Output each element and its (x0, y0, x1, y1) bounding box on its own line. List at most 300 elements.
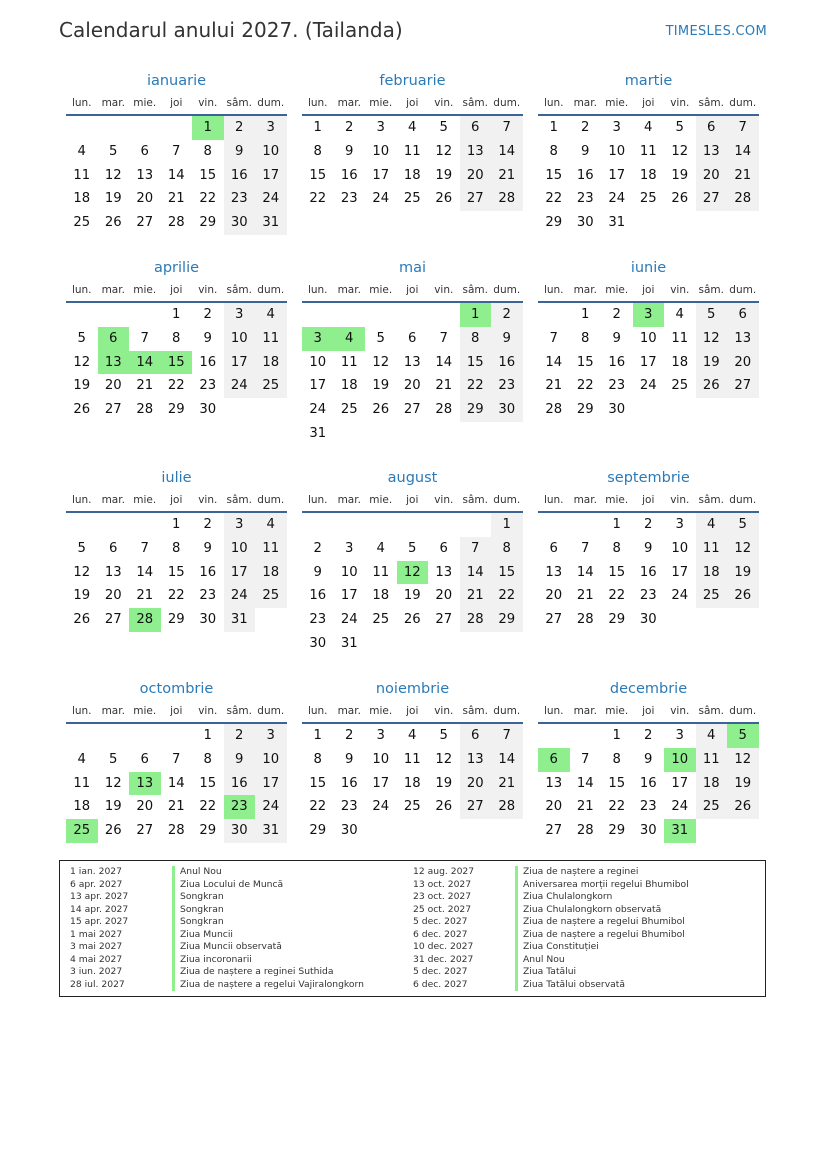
week-row (66, 164, 287, 188)
day-cell: 2 (224, 724, 256, 748)
holiday-row (70, 954, 364, 967)
weekday-label: joi (642, 705, 655, 717)
week-row (302, 351, 523, 375)
brand-link[interactable]: TIMESLES.COM (665, 24, 767, 39)
weekday-label: mar. (573, 705, 597, 717)
day-cell: 24 (608, 191, 626, 207)
week-row (538, 608, 759, 632)
weekday-label: joi (406, 705, 419, 717)
weekday-label: mie. (369, 705, 393, 717)
day-cell: 21 (576, 588, 594, 604)
day-cell: 10 (224, 537, 256, 561)
holiday-date: 6 dec. 2027 (413, 928, 468, 940)
day-cell: 20 (435, 588, 453, 604)
day-cell: 5 (77, 330, 86, 346)
day-cell: 16 (491, 351, 523, 375)
day-cell: 11 (639, 143, 657, 159)
day-cell: 8 (612, 540, 621, 556)
month-ianuarie (66, 70, 287, 235)
weekday-label: mar. (101, 705, 125, 717)
day-cell: 2 (345, 120, 354, 135)
weekday-header (302, 92, 523, 116)
week-row (538, 398, 759, 422)
day-cell: 1 (581, 307, 590, 322)
weekday-label: vin. (434, 284, 454, 296)
day-cell: 19 (73, 378, 91, 394)
day-cell: 23 (639, 588, 657, 604)
holiday-date: 15 apr. 2027 (70, 916, 129, 927)
holiday-row (413, 954, 689, 967)
day-cell: 22 (608, 799, 626, 815)
day-cell: 11 (403, 143, 421, 159)
day-cell: 19 (372, 378, 390, 394)
holiday-row (70, 941, 364, 954)
empty-day (428, 303, 460, 327)
day-cell: 20 (136, 799, 154, 815)
day-cell: 12 (435, 143, 453, 159)
holiday-name: Ziua Muncii observată (172, 941, 282, 954)
holiday-row (413, 866, 689, 879)
weekday-label: joi (406, 284, 419, 296)
day-cell: 12 (104, 167, 122, 183)
day-cell: 29 (309, 823, 327, 839)
holiday-row (413, 941, 689, 954)
day-cell: 9 (345, 143, 354, 159)
month-name: octombrie (139, 681, 214, 697)
day-cell: 24 (671, 588, 689, 604)
week-row (302, 513, 523, 537)
day-cell: 17 (224, 561, 256, 585)
holiday-date: 23 oct. 2027 (413, 891, 472, 902)
day-cell: 13 (460, 748, 492, 772)
weekday-header (302, 700, 523, 724)
weekday-label: mar. (337, 284, 361, 296)
day-cell: 7 (727, 116, 759, 140)
day-cell: 16 (340, 167, 358, 183)
day-cell: 1 (549, 120, 558, 135)
weekday-label: vin. (434, 97, 454, 109)
week-row (66, 608, 287, 632)
day-cell: 12 (104, 775, 122, 791)
day-cell: 10 (340, 564, 358, 580)
day-cell: 15 (608, 775, 626, 791)
holiday-name: Ziua Tatălui (515, 966, 576, 979)
day-cell: 19 (671, 167, 689, 183)
day-cell: 28 (576, 612, 594, 628)
day-cell: 29 (491, 608, 523, 632)
day-cell: 7 (140, 540, 149, 556)
holiday-date: 14 apr. 2027 (70, 903, 129, 915)
day-cell: 30 (639, 612, 657, 628)
day-cell: 28 (545, 402, 563, 418)
weekday-label: joi (642, 284, 655, 296)
day-cell: 25 (403, 191, 421, 207)
weekday-label: mie. (369, 97, 393, 109)
day-cell: 29 (460, 398, 492, 422)
day-cell: 8 (612, 751, 621, 767)
day-cell: 12 (727, 537, 759, 561)
holiday-date: 31 dec. 2027 (413, 953, 474, 965)
day-cell: 6 (696, 116, 728, 140)
day-cell: 14 (576, 564, 594, 580)
empty-day (570, 513, 602, 537)
day-cell: 23 (340, 191, 358, 207)
week-row (66, 140, 287, 164)
weekday-label: sâm. (462, 284, 488, 296)
weekday-label: lun. (71, 97, 92, 109)
day-cell: 14 (435, 354, 453, 370)
day-cell: 25 (639, 191, 657, 207)
day-cell: 4 (696, 724, 728, 748)
weekday-header (66, 92, 287, 116)
day-cell: 30 (340, 823, 358, 839)
month-decembrie (538, 678, 759, 843)
day-cell: 28 (491, 187, 523, 211)
day-cell: 23 (608, 378, 626, 394)
day-cell: 24 (671, 799, 689, 815)
holiday-name: Songkran (172, 916, 224, 929)
week-row (302, 116, 523, 140)
week-row (538, 327, 759, 351)
weekday-label: vin. (434, 494, 454, 506)
month-name: ianuarie (146, 73, 207, 89)
empty-day (66, 303, 98, 327)
day-cell: 13 (696, 140, 728, 164)
day-cell: 4 (644, 120, 653, 135)
holiday-day-cell: 15 (161, 351, 193, 375)
week-row (302, 374, 523, 398)
holiday-date: 3 mai 2027 (70, 941, 123, 952)
day-cell: 22 (199, 799, 217, 815)
day-cell: 19 (727, 772, 759, 796)
day-cell: 29 (199, 215, 217, 231)
day-cell: 19 (435, 775, 453, 791)
day-cell: 12 (372, 354, 390, 370)
day-cell: 13 (460, 140, 492, 164)
holiday-day-cell: 4 (334, 327, 366, 351)
holiday-name: Songkran (172, 904, 224, 917)
holiday-row (70, 891, 364, 904)
day-cell: 1 (313, 728, 322, 743)
holiday-day-cell: 1 (192, 116, 224, 140)
day-cell: 21 (136, 588, 154, 604)
weekday-label: mie. (605, 97, 629, 109)
weekday-label: mie. (605, 705, 629, 717)
weekday-label: sâm. (698, 97, 724, 109)
holiday-date: 1 ian. 2027 (70, 866, 122, 877)
day-cell: 9 (581, 143, 590, 159)
day-cell: 10 (309, 354, 327, 370)
day-cell: 15 (491, 561, 523, 585)
month-octombrie (66, 678, 287, 843)
day-cell: 7 (549, 330, 558, 346)
day-cell: 2 (203, 517, 212, 532)
day-cell: 5 (109, 143, 118, 159)
weekday-label: mie. (133, 705, 157, 717)
day-cell: 14 (136, 564, 154, 580)
day-cell: 19 (73, 588, 91, 604)
day-cell: 24 (224, 374, 256, 398)
weekday-label: mie. (133, 97, 157, 109)
day-cell: 14 (545, 354, 563, 370)
weekday-header (538, 489, 759, 513)
day-cell: 24 (309, 402, 327, 418)
day-cell: 9 (644, 540, 653, 556)
weekday-label: mie. (133, 494, 157, 506)
day-cell: 4 (77, 751, 86, 767)
weekday-label: dum. (493, 494, 521, 506)
day-cell: 21 (167, 191, 185, 207)
week-row (538, 140, 759, 164)
holiday-day-cell: 10 (664, 748, 696, 772)
weekday-label: dum. (257, 494, 285, 506)
week-row (302, 608, 523, 632)
weekday-label: joi (406, 494, 419, 506)
day-cell: 30 (639, 823, 657, 839)
weekday-label: sâm. (462, 97, 488, 109)
day-cell: 23 (491, 374, 523, 398)
weekday-label: vin. (198, 494, 218, 506)
day-cell: 10 (372, 143, 390, 159)
day-cell: 11 (696, 748, 728, 772)
holiday-row (70, 904, 364, 917)
empty-day (129, 724, 161, 748)
day-cell: 28 (435, 402, 453, 418)
month-name: martie (624, 73, 673, 89)
holiday-day-cell: 5 (727, 724, 759, 748)
day-cell: 11 (340, 354, 358, 370)
day-cell: 21 (545, 378, 563, 394)
holiday-date: 10 dec. 2027 (413, 941, 474, 952)
day-cell: 27 (104, 402, 122, 418)
month-februarie (302, 70, 523, 211)
day-cell: 30 (309, 635, 327, 651)
day-cell: 18 (696, 772, 728, 796)
month-name: septembrie (607, 470, 690, 486)
day-cell: 26 (403, 612, 421, 628)
weekday-label: sâm. (462, 705, 488, 717)
week-row (302, 537, 523, 561)
weekday-label: lun. (543, 284, 564, 296)
day-cell: 26 (104, 823, 122, 839)
day-cell: 13 (545, 775, 563, 791)
weekday-label: mar. (337, 494, 361, 506)
weekday-label: lun. (543, 494, 564, 506)
day-cell: 31 (255, 819, 287, 843)
empty-day (538, 724, 570, 748)
day-cell: 3 (255, 724, 287, 748)
holiday-name: Ziua de naștere a reginei (515, 866, 638, 879)
day-cell: 15 (460, 351, 492, 375)
holiday-day-cell: 14 (129, 351, 161, 375)
month-august (302, 467, 523, 656)
day-cell: 17 (224, 351, 256, 375)
month-name: decembrie (609, 681, 688, 697)
day-cell: 6 (460, 724, 492, 748)
day-cell: 9 (203, 330, 212, 346)
empty-day (129, 513, 161, 537)
day-cell: 6 (408, 330, 417, 346)
day-cell: 18 (340, 378, 358, 394)
day-cell: 3 (612, 120, 621, 135)
day-cell: 8 (491, 537, 523, 561)
day-cell: 15 (199, 775, 217, 791)
weekday-header (538, 279, 759, 303)
day-cell: 7 (491, 724, 523, 748)
day-cell: 3 (675, 517, 684, 532)
month-mai (302, 257, 523, 446)
weekday-label: vin. (198, 97, 218, 109)
month-septembrie (538, 467, 759, 632)
day-cell: 10 (639, 330, 657, 346)
week-row (302, 632, 523, 656)
day-cell: 1 (172, 307, 181, 322)
day-cell: 14 (491, 748, 523, 772)
day-cell: 7 (172, 143, 181, 159)
day-cell: 18 (403, 167, 421, 183)
week-row (538, 211, 759, 235)
weekday-label: mie. (133, 284, 157, 296)
day-cell: 17 (671, 564, 689, 580)
day-cell: 26 (73, 402, 91, 418)
week-row (302, 140, 523, 164)
day-cell: 2 (224, 116, 256, 140)
month-aprilie (66, 257, 287, 422)
day-cell: 7 (172, 751, 181, 767)
day-cell: 12 (671, 143, 689, 159)
day-cell: 19 (403, 588, 421, 604)
day-cell: 9 (612, 330, 621, 346)
holiday-date: 25 oct. 2027 (413, 903, 472, 915)
weekday-label: sâm. (226, 284, 252, 296)
day-cell: 27 (727, 374, 759, 398)
day-cell: 27 (545, 823, 563, 839)
day-cell: 20 (403, 378, 421, 394)
empty-day (397, 513, 429, 537)
weekday-label: sâm. (698, 705, 724, 717)
empty-day (66, 116, 98, 140)
day-cell: 13 (104, 564, 122, 580)
weekday-label: joi (170, 284, 183, 296)
day-cell: 27 (696, 187, 728, 211)
day-cell: 18 (671, 354, 689, 370)
day-cell: 8 (203, 143, 212, 159)
empty-day (570, 724, 602, 748)
day-cell: 22 (167, 588, 185, 604)
week-row (66, 537, 287, 561)
week-row (66, 513, 287, 537)
day-cell: 25 (696, 584, 728, 608)
holiday-day-cell: 3 (633, 303, 665, 327)
weekday-label: joi (642, 494, 655, 506)
day-cell: 19 (696, 351, 728, 375)
day-cell: 30 (199, 612, 217, 628)
day-cell: 11 (403, 751, 421, 767)
weekday-label: joi (170, 97, 183, 109)
day-cell: 27 (403, 402, 421, 418)
day-cell: 6 (549, 540, 558, 556)
day-cell: 8 (172, 330, 181, 346)
day-cell: 20 (696, 164, 728, 188)
day-cell: 24 (255, 187, 287, 211)
weekday-label: dum. (257, 284, 285, 296)
holiday-date: 5 dec. 2027 (413, 966, 468, 977)
day-cell: 8 (460, 327, 492, 351)
week-row (302, 724, 523, 748)
day-cell: 15 (309, 775, 327, 791)
day-cell: 22 (309, 799, 327, 815)
empty-day (129, 116, 161, 140)
day-cell: 17 (372, 167, 390, 183)
weekday-label: dum. (729, 705, 757, 717)
day-cell: 3 (345, 540, 354, 556)
holiday-name: Ziua Muncii (172, 929, 233, 942)
day-cell: 6 (460, 116, 492, 140)
day-cell: 3 (224, 513, 256, 537)
day-cell: 29 (608, 823, 626, 839)
day-cell: 9 (224, 748, 256, 772)
day-cell: 9 (644, 751, 653, 767)
day-cell: 22 (545, 191, 563, 207)
day-cell: 17 (309, 378, 327, 394)
day-cell: 25 (255, 374, 287, 398)
holiday-row (413, 891, 689, 904)
day-cell: 26 (727, 795, 759, 819)
month-name: mai (398, 260, 427, 276)
day-cell: 17 (372, 775, 390, 791)
day-cell: 19 (727, 561, 759, 585)
day-cell: 26 (104, 215, 122, 231)
day-cell: 10 (255, 140, 287, 164)
day-cell: 29 (608, 612, 626, 628)
holiday-name: Ziua de naștere a regelui Bhumibol (515, 929, 685, 942)
weekday-label: joi (170, 705, 183, 717)
day-cell: 21 (460, 584, 492, 608)
holiday-name: Ziua Chulalongkorn observată (515, 904, 661, 917)
day-cell: 17 (608, 167, 626, 183)
weekday-header (538, 700, 759, 724)
day-cell: 31 (309, 425, 327, 441)
day-cell: 2 (581, 120, 590, 135)
day-cell: 10 (608, 143, 626, 159)
weekday-label: lun. (543, 705, 564, 717)
day-cell: 21 (576, 799, 594, 815)
day-cell: 10 (224, 327, 256, 351)
empty-day (365, 303, 397, 327)
holiday-row (413, 916, 689, 929)
day-cell: 22 (460, 374, 492, 398)
day-cell: 2 (644, 728, 653, 743)
day-cell: 11 (372, 564, 390, 580)
day-cell: 23 (576, 191, 594, 207)
day-cell: 11 (255, 537, 287, 561)
day-cell: 17 (671, 775, 689, 791)
holiday-date: 5 dec. 2027 (413, 916, 468, 927)
weekday-label: dum. (257, 705, 285, 717)
week-row (66, 748, 287, 772)
day-cell: 8 (313, 751, 322, 767)
day-cell: 13 (136, 167, 154, 183)
day-cell: 29 (167, 402, 185, 418)
day-cell: 21 (491, 772, 523, 796)
week-row (302, 819, 523, 843)
holiday-date: 13 oct. 2027 (413, 878, 472, 890)
day-cell: 23 (224, 187, 256, 211)
weekday-label: sâm. (462, 494, 488, 506)
day-cell: 7 (460, 537, 492, 561)
week-row (66, 187, 287, 211)
empty-day (302, 303, 334, 327)
